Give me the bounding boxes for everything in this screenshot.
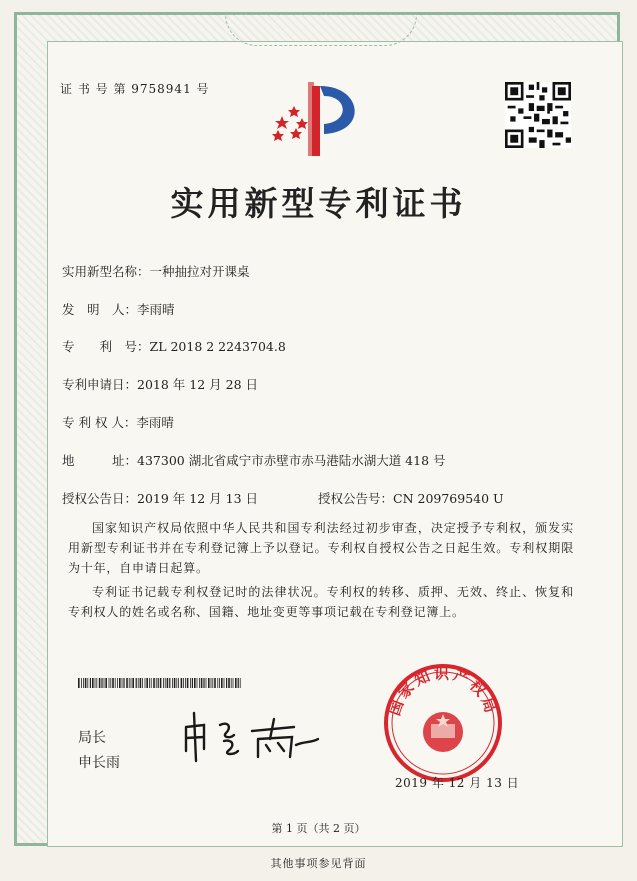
certificate-inner-frame bbox=[47, 41, 623, 847]
field-value: CN 209769540 U bbox=[393, 491, 504, 506]
field-address bbox=[62, 451, 446, 469]
signature-name: 申长雨 bbox=[78, 755, 120, 771]
official-seal-icon bbox=[382, 662, 504, 784]
field-value: 2019 年 12 月 13 日 bbox=[137, 491, 259, 506]
field-label: 授权公告日： bbox=[62, 491, 138, 506]
page-number: 第 1 页（共 2 页） bbox=[271, 822, 366, 835]
field-grant-announcement-date bbox=[62, 489, 258, 507]
cnipa-logo-icon bbox=[268, 70, 378, 160]
field-label: 专利申请日： bbox=[62, 377, 138, 392]
field-value: 李雨晴 bbox=[136, 415, 174, 430]
seal-date: 2019 年 12 月 13 日 bbox=[395, 776, 520, 790]
seal-text: 国家知识产权局 bbox=[385, 664, 501, 718]
certificate-number: 证 书 号 第 9758941 号 bbox=[60, 82, 210, 96]
field-label: 地 址： bbox=[62, 453, 138, 468]
svg-text:国家知识产权局 bbox=[385, 665, 500, 718]
field-inventor bbox=[62, 300, 175, 318]
field-label: 专 利 号： bbox=[62, 339, 150, 354]
paragraph-legal-status: 专利证书记载专利权登记时的法律状况。专利权的转移、质押、无效、终止、恢复和专利权人的姓名或名称、国籍、地址变更等事项记载在专利登记簿上。 bbox=[68, 585, 574, 619]
field-value: 437300 湖北省咸宁市赤壁市赤马港陆水湖大道 418 号 bbox=[137, 453, 446, 468]
field-label: 实用新型名称： bbox=[62, 264, 150, 279]
signature-title: 局长 bbox=[78, 730, 106, 746]
page-title: 实用新型专利证书 bbox=[170, 184, 467, 223]
field-label: 专 利 权 人： bbox=[62, 415, 137, 430]
field-label: 授权公告号： bbox=[318, 491, 394, 506]
barcode-icon bbox=[78, 678, 242, 688]
field-application-date bbox=[62, 375, 258, 393]
field-value: 一种抽拉对开课桌 bbox=[149, 264, 250, 279]
field-value: 李雨晴 bbox=[137, 302, 175, 317]
paragraph-grant-statement: 国家知识产权局依照中华人民共和国专利法经过初步审查，决定授予专利权，颁发实用新型专利证书并在专利登记簿上予以登记。专利权自授权公告之日起生效。专利权期限为十年，自申请日起算。 bbox=[68, 521, 574, 575]
handwritten-signature-icon bbox=[178, 705, 328, 765]
field-label: 发 明 人： bbox=[62, 302, 138, 317]
field-utility-model-name bbox=[62, 262, 250, 280]
field-patent-number bbox=[62, 337, 286, 355]
field-grant-announcement-number bbox=[318, 489, 504, 507]
footer-note: 其他事项参见背面 bbox=[270, 857, 367, 870]
top-ornament bbox=[225, 14, 417, 46]
qr-code-icon bbox=[505, 82, 571, 148]
field-value: ZL 2018 2 2243704.8 bbox=[149, 339, 286, 354]
field-value: 2018 年 12 月 28 日 bbox=[137, 377, 259, 392]
field-patentee bbox=[62, 413, 174, 431]
